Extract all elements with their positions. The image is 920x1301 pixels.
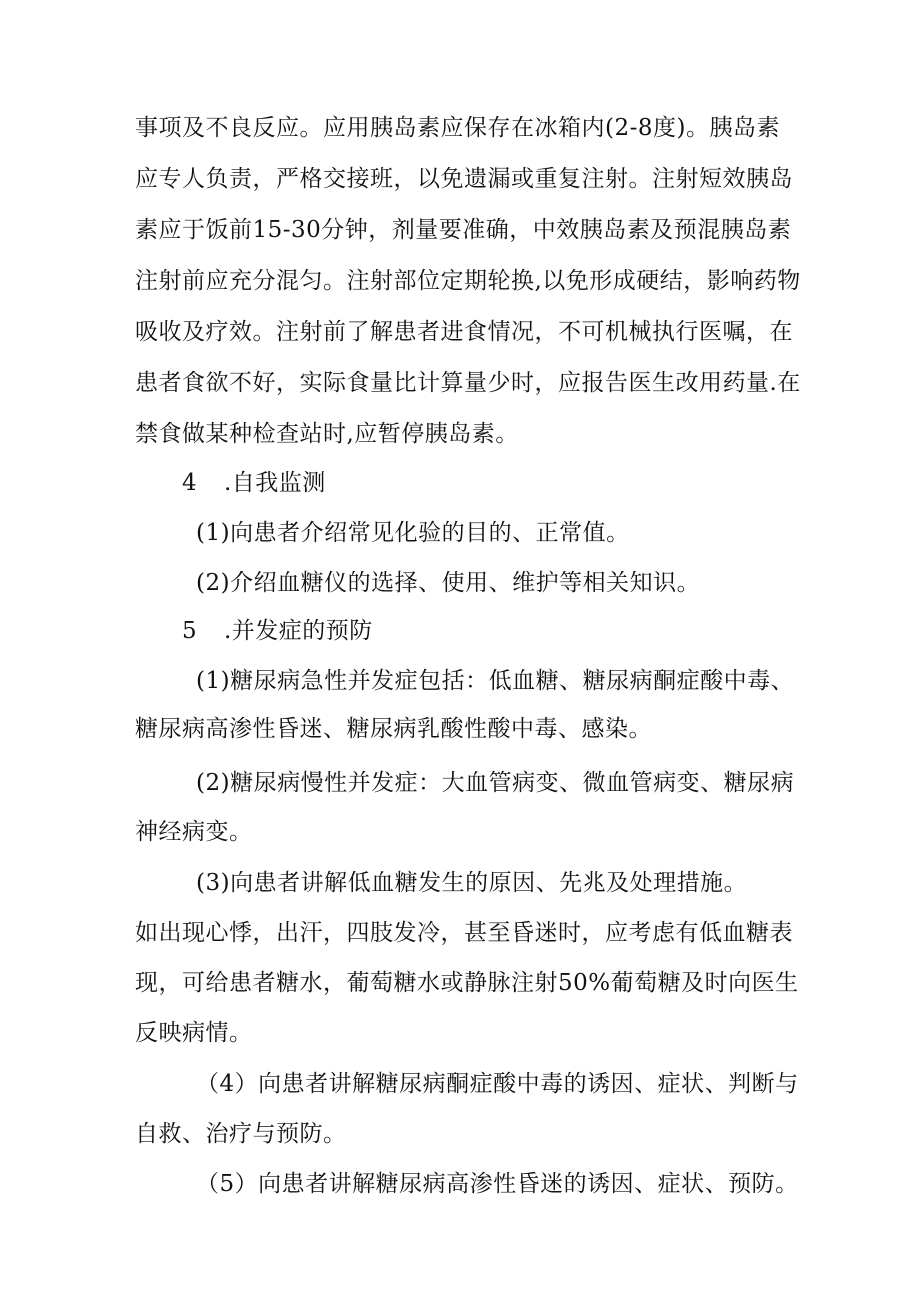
section-5-item-3-detail-2: 现，可给患者糖水，葡萄糖水或静脉注射50%葡萄糖及时向医生 bbox=[135, 970, 799, 996]
body-line-6: 患者食欲不好，实际食量比计算量少时，应报告医生改用药量.在 bbox=[135, 370, 801, 396]
section-5-number: 5 bbox=[182, 618, 198, 644]
section-5-item-4-line-2: 自救、治疗与预防。 bbox=[135, 1121, 347, 1147]
body-line-1: 事项及不良反应。应用胰岛素应保存在冰箱内(2-8度)。胰岛素 bbox=[135, 115, 780, 141]
section-5-item-1-line-2: 糖尿病高渗性昏迷、糖尿病乳酸性酸中毒、感染。 bbox=[135, 716, 652, 742]
section-4-number: 4 bbox=[182, 470, 198, 496]
section-5-item-3: (3)向患者讲解低血糖发生的原因、先兆及处理措施。 bbox=[196, 870, 748, 896]
section-5-item-3-detail-3: 反映病情。 bbox=[135, 1020, 253, 1046]
body-line-4: 注射前应充分混匀。注射部位定期轮换,以免形成硬结，影响药物 bbox=[135, 268, 801, 294]
section-5-item-1-line-1: (1)糖尿病急性并发症包括：低血糖、糖尿病酮症酸中毒、 bbox=[196, 668, 795, 694]
section-4-heading bbox=[182, 468, 326, 498]
section-5-item-4-line-1: （4）向患者讲解糖尿病酮症酸中毒的诱因、症状、判断与 bbox=[196, 1071, 799, 1097]
section-5-item-3-detail-1: 如出现心悸，出汗，四肢发冷，甚至昏迷时，应考虑有低血糖表 bbox=[135, 920, 793, 946]
section-5-heading bbox=[182, 616, 373, 646]
section-5-item-5: （5）向患者讲解糖尿病高渗性昏迷的诱因、症状、预防。 bbox=[196, 1171, 799, 1197]
body-line-3: 素应于饭前15-30分钟，剂量要准确，中效胰岛素及预混胰岛素 bbox=[135, 217, 792, 243]
section-4-item-2: (2)介绍血糖仪的选择、使用、维护等相关知识。 bbox=[196, 570, 701, 596]
section-5-title: .并发症的预防 bbox=[224, 618, 373, 644]
section-5-item-2-line-2: 神经病变。 bbox=[135, 819, 253, 845]
body-line-2: 应专人负责，严格交接班，以免遗漏或重复注射。注射短效胰岛 bbox=[135, 166, 793, 192]
section-4-item-1: (1)向患者介绍常见化验的目的、正常值。 bbox=[196, 520, 630, 546]
section-4-title: .自我监测 bbox=[224, 470, 326, 496]
section-5-item-2-line-1: (2)糖尿病慢性并发症：大血管病变、微血管病变、糖尿病 bbox=[196, 770, 795, 796]
body-line-7: 禁食做某种检查站时,应暂停胰岛素。 bbox=[135, 421, 519, 447]
body-line-5: 吸收及疗效。注射前了解患者进食情况，不可机械执行医嘱，在 bbox=[135, 319, 793, 345]
